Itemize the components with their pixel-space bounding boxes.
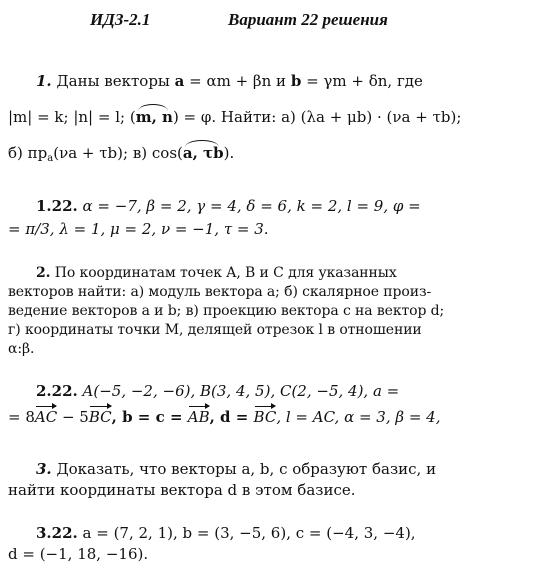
problem3-line2: найти координаты вектора d в этом базисе.	[8, 481, 356, 499]
problem1-text-b: (νa + τb); в) cos(	[53, 144, 183, 162]
variant-title: Вариант 22 решения	[228, 10, 388, 29]
vector-AC: AC	[34, 408, 58, 426]
answer2-line2	[8, 408, 440, 426]
answer1-line2	[8, 220, 269, 238]
vector-AB: AB	[187, 408, 210, 426]
document-code: ИДЗ-2.1	[90, 10, 151, 29]
projection-label: б) пр	[8, 144, 48, 162]
answer1-values2: = π/3, λ = 1, μ = 2, ν = −1, τ = 3.	[8, 220, 269, 238]
problem1-line2	[8, 108, 461, 126]
problem3-line1	[36, 460, 436, 478]
answer3-vectors: a = (7, 2, 1), b = (3, −5, 6), c = (−4, 3, −4),	[77, 524, 416, 542]
problem2-line4: г) координаты точки M, делящей отрезок l в отношении	[8, 322, 422, 338]
answer2-text-a: = 8	[8, 408, 35, 426]
answer2-text-c: , b = c =	[111, 408, 188, 426]
problem1-find: ) = φ. Найти: а) (λa + μb) · (νa + τb);	[172, 108, 462, 126]
problem2-text1: По координатам точек A, B и C для указанных	[50, 265, 397, 281]
answer3-line2: d = (−1, 18, −16).	[8, 545, 149, 563]
problem2-line1	[36, 264, 397, 282]
problem1-line3	[8, 144, 234, 168]
problem2-line5: α:β.	[8, 341, 35, 357]
answer1-number: 1.22.	[36, 197, 78, 215]
answer2-number: 2.22.	[36, 382, 78, 400]
problem1-text-e: = γm + δn, где	[301, 72, 423, 90]
answer2-text-e: , l = AC, α = 3, β = 4,	[276, 408, 441, 426]
problem1-norms: |m| = k; |n| = l; (	[8, 108, 136, 126]
answer1-values1: α = −7, β = 2, γ = 4, δ = 6, k = 2, l = 9, φ =	[77, 197, 421, 215]
problem1-text-c: = αm + βn и	[184, 72, 291, 90]
problem2-number: 2.	[36, 265, 51, 281]
answer2-points: A(−5, −2, −6), B(3, 4, 5), C(2, −5, 4), a =	[77, 382, 400, 400]
angle-arc	[185, 140, 219, 147]
vector-b: b	[290, 72, 302, 90]
answer1-line1	[36, 197, 421, 215]
problem2-line2: векторов найти: а) модуль вектора a; б) скалярное произ-	[8, 284, 432, 300]
answer3-number: 3.22.	[36, 524, 78, 542]
projection-sub: a	[47, 153, 54, 164]
answer2-line1	[36, 382, 399, 400]
angle-a-tb: a, τb	[183, 144, 224, 162]
problem1-text-d: ).	[223, 144, 235, 162]
problem1-text-a: Даны векторы	[56, 72, 175, 90]
problem1-number: 1.	[36, 72, 52, 90]
problem3-number: 3.	[36, 460, 52, 478]
problem1-line1	[36, 72, 423, 90]
angle-arc	[138, 104, 168, 111]
answer3-line1	[36, 524, 416, 542]
problem3-text1: Доказать, что векторы a, b, c образуют базис, и	[51, 460, 437, 478]
answer2-text-b: − 5	[57, 408, 89, 426]
vector-a: a	[174, 72, 185, 90]
angle-mn: m, n	[136, 108, 173, 126]
problem2-line3: ведение векторов a и b; в) проекцию вектора c на вектор d;	[8, 303, 445, 319]
vector-BC-2: BC	[253, 408, 277, 426]
vector-BC: BC	[88, 408, 112, 426]
answer2-text-d: , d =	[209, 408, 254, 426]
